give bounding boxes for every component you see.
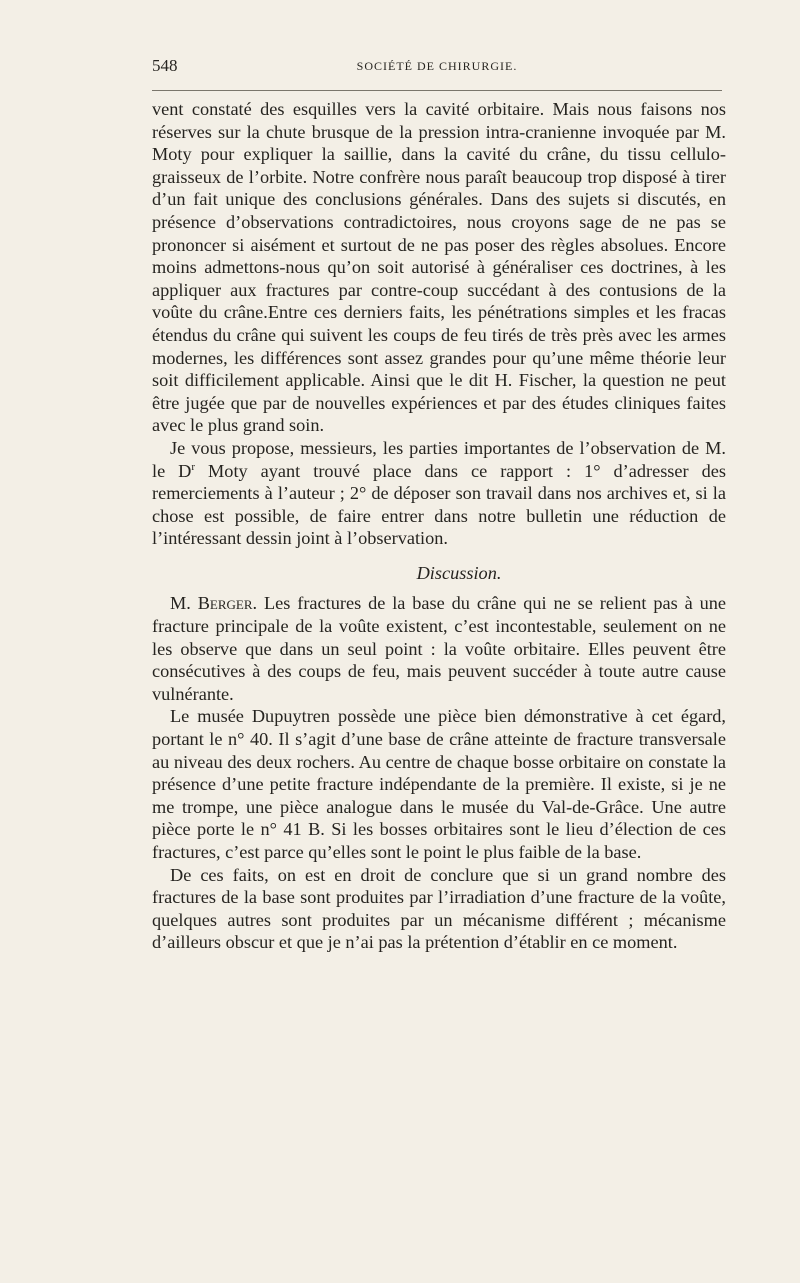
page-number: 548 [152,56,178,75]
paragraph-3-text: Les fractures de la base du crâne qui ne se relient pas à une fracture principale de la voûte existent, c’est incontestable, seulement on ne les observe que dans un seul point : la voûte orbitaire. Elles peuvent être consécutives à des coups de feu, mais peuvent succéder à toute autre cause vulnérante. [152,593,726,704]
doctor-superscript: r [191,460,196,473]
header-rule [152,90,722,91]
paragraph-2-part-b: Moty ayant trouvé place dans ce rapport : 1° d’adresser des remerciements à l’auteur ; 2° de déposer son travail dans nos archives et, si la chose est possible, de faire entrer dans notre bulletin une réduction de l’intéressant dessin joint à l’observation. [152,460,726,549]
discussion-heading: Discussion. [416,562,502,583]
paragraph-4: Le musée Dupuytren possède une pièce bien démonstrative à cet égard, portant le n° 40. Il s’agit d’une base de crâne atteinte de fracture transversale au niveau des deux rochers. Au centre de chaque bosse orbitaire on constate la présence d’une petite fracture indépendante de la première. Il existe, si je ne me trompe, une pièce analogue dans le musée du Val-de-Grâce. Une autre pièce porte le n° 41 B. Si les bosses orbitaires sont le lieu d’élection de ces fractures, c’est parce qu’elles sont le point le plus faible de la base. [152,706,726,862]
paragraph-5: De ces faits, on est en droit de conclure que si un grand nombre des fractures de la base sont produites par l’irradiation d’une fracture de la voûte, quelques autres sont produites par un mécanisme différent ; mécanisme d’ailleurs obscur et que je n’ai pas la prétention d’établir en ce moment. [152,864,726,953]
running-title: SOCIÉTÉ DE CHIRURGIE. [356,59,518,73]
page-header [152,56,722,78]
body-text [152,98,726,954]
paragraph-2 [152,437,726,550]
speaker-name: M. Berger. [170,593,258,614]
paragraph-3 [152,592,726,705]
paragraph-2-part-a: Je vous propose, messieurs, les parties importantes de l’observation de M. le D [152,437,726,481]
paragraph-1: vent constaté des esquilles vers la cavité orbitaire. Mais nous faisons nos réserves sur la chute brusque de la pression intra-cranienne invoquée par M. Moty pour expliquer la saillie, dans la cavité du crâne, du tissu cellulo-graisseux de l’orbite. Notre confrère nous paraît beaucoup trop disposé à tirer d’un fait unique des conclusions générales. Dans des sujets si discutés, en présence d’observations contradictoires, nous croyons sage de ne pas se prononcer si aisément et surtout de ne pas poser des règles absolues. Encore moins admettons-nous qu’on soit autorisé à généraliser ces doctrines, à les appliquer aux fractures par contre-coup succédant à des contusions de la voûte du crâne.Entre ces derniers faits, les pénétrations simples et les fracas étendus du crâne qui suivent les coups de feu tirés de très près avec les armes modernes, les différences sont assez grandes pour qu’une même théorie leur soit difficilement applicable. Ainsi que le dit H. Fischer, la question ne peut être jugée que par de nouvelles expériences et par des études cliniques faites avec le plus grand soin. [152,99,726,436]
